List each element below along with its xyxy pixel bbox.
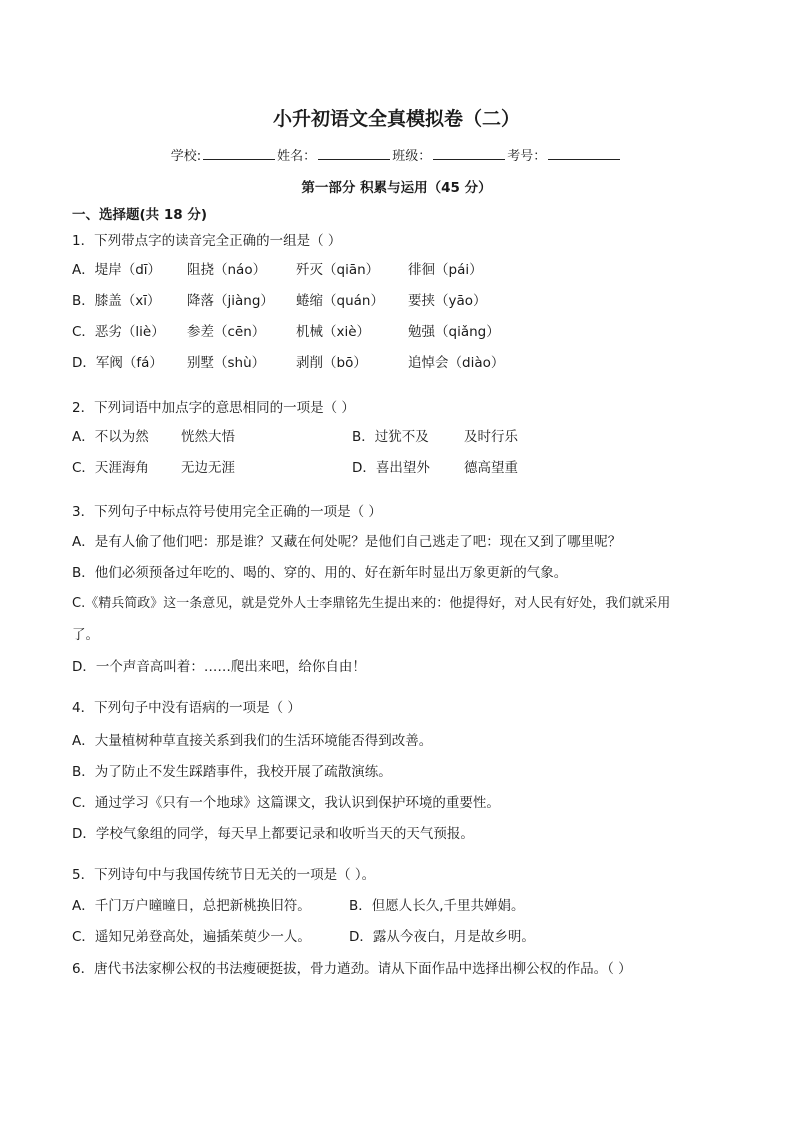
- q5-row-1: [0, 894, 793, 914]
- q5-row-2: [0, 925, 793, 945]
- q1-option-b-word-4: 要挟（yāo）: [408, 293, 487, 309]
- q5-option-b: B．但愿人长久,千里共婵娟。: [349, 898, 525, 914]
- q5-stem: 5．下列诗句中与我国传统节日无关的一项是（ ）。: [72, 867, 376, 883]
- q2-option-d-word-2: 德高望重: [464, 460, 518, 476]
- q2-stem: 2．下列词语中加点字的意思相同的一项是（ ）: [72, 400, 355, 416]
- q1-row-c: [0, 320, 793, 340]
- q1-option-b-word-2: 降落（jiàng）: [187, 293, 274, 309]
- part-heading: 第一部分 积累与运用（45 分）: [301, 180, 492, 196]
- q2-row-1: [0, 425, 793, 445]
- name-blank[interactable]: [318, 146, 390, 160]
- q2-option-d: D．喜出望外: [352, 460, 430, 476]
- q2-option-c-word-2: 无边无涯: [181, 460, 235, 476]
- q4-option-b: B．为了防止不发生踩踏事件，我校开展了疏散演练。: [72, 764, 392, 780]
- q1-option-b-word-3: 蜷缩（quán）: [296, 293, 384, 309]
- q2-option-a: A．不以为然: [72, 429, 149, 445]
- section-heading: 一、选择题(共 18 分): [72, 207, 208, 223]
- q1-option-d-word-2: 别墅（shù）: [187, 355, 266, 371]
- q3-option-c-continued: 了。: [72, 627, 99, 643]
- q1-option-b: B．膝盖（xī）: [72, 293, 161, 309]
- q2-option-b-word-2: 及时行乐: [464, 429, 518, 445]
- q1-row-d: [0, 351, 793, 371]
- exam-title: 小升初语文全真模拟卷（二）: [272, 108, 520, 130]
- q3-option-c: C.《精兵简政》这一条意见，就是党外人士李鼎铭先生提出来的：他提得好，对人民有好处，我们就采用: [72, 596, 671, 611]
- q4-stem: 4．下列句子中没有语病的一项是（ ）: [72, 700, 301, 716]
- q5-option-a: A．千门万户曈曈日，总把新桃换旧符。: [72, 898, 311, 914]
- q2-option-c: C．天涯海角: [72, 460, 149, 476]
- q4-option-c: C．通过学习《只有一个地球》这篇课文，我认识到保护环境的重要性。: [72, 795, 500, 811]
- q5-option-d: D．露从今夜白，月是故乡明。: [349, 929, 535, 945]
- q1-option-a-word-4: 徘徊（pái）: [408, 262, 483, 278]
- number-label: 考号：: [507, 149, 547, 164]
- q1-option-a-word-2: 阻挠（náo）: [187, 262, 267, 278]
- q1-option-d: D．军阀（fá）: [72, 355, 163, 371]
- name-label: 姓名：: [277, 149, 317, 164]
- q1-option-a-word-3: 歼灭（qiān）: [296, 262, 380, 278]
- q5-option-c: C．遥知兄弟登高处，遍插茱萸少一人。: [72, 929, 311, 945]
- q1-option-a: A．堤岸（dī）: [72, 262, 162, 278]
- q1-option-c: C．恶劣（liè）: [72, 324, 165, 340]
- class-label: 班级：: [392, 149, 432, 164]
- q4-option-d: D．学校气象组的同学，每天早上都要记录和收听当天的天气预报。: [72, 826, 474, 842]
- school-label: 学校:: [170, 149, 202, 164]
- number-blank[interactable]: [548, 146, 620, 160]
- q1-stem: 1．下列带点字的读音完全正确的一组是（ ）: [72, 233, 342, 249]
- student-info-line: [0, 145, 793, 164]
- q1-option-c-word-4: 勉强（qiǎng）: [408, 324, 500, 340]
- q1-option-d-word-4: 追悼会（diào）: [408, 355, 505, 371]
- q3-option-a: A．是有人偷了他们吧：那是谁？又藏在何处呢？是他们自己逃走了吧：现在又到了哪里呢？: [72, 534, 622, 550]
- class-blank[interactable]: [433, 146, 505, 160]
- q2-option-b: B．过犹不及: [352, 429, 429, 445]
- q1-option-c-word-3: 机械（xiè）: [296, 324, 371, 340]
- q3-option-d: D．一个声音高叫着：……爬出来吧，给你自由！: [72, 659, 366, 675]
- school-blank[interactable]: [203, 146, 275, 160]
- q6-stem: 6．唐代书法家柳公权的书法瘦硬挺拔，骨力遒劲。请从下面作品中选择出柳公权的作品。（ ）: [72, 961, 632, 977]
- q2-option-a-word-2: 恍然大悟: [181, 429, 235, 445]
- q4-option-a: A．大量植树种草直接关系到我们的生活环境能否得到改善。: [72, 733, 433, 749]
- q1-row-a: [0, 258, 793, 278]
- q1-option-c-word-2: 参差（cēn）: [187, 324, 266, 340]
- q3-option-b: B．他们必须预备过年吃的、喝的、穿的、用的、好在新年时显出万象更新的气象。: [72, 565, 568, 581]
- q1-option-d-word-3: 剥削（bō）: [296, 355, 367, 371]
- q2-row-2: [0, 456, 793, 476]
- q1-row-b: [0, 289, 793, 309]
- q3-stem: 3．下列句子中标点符号使用完全正确的一项是（ ）: [72, 504, 382, 520]
